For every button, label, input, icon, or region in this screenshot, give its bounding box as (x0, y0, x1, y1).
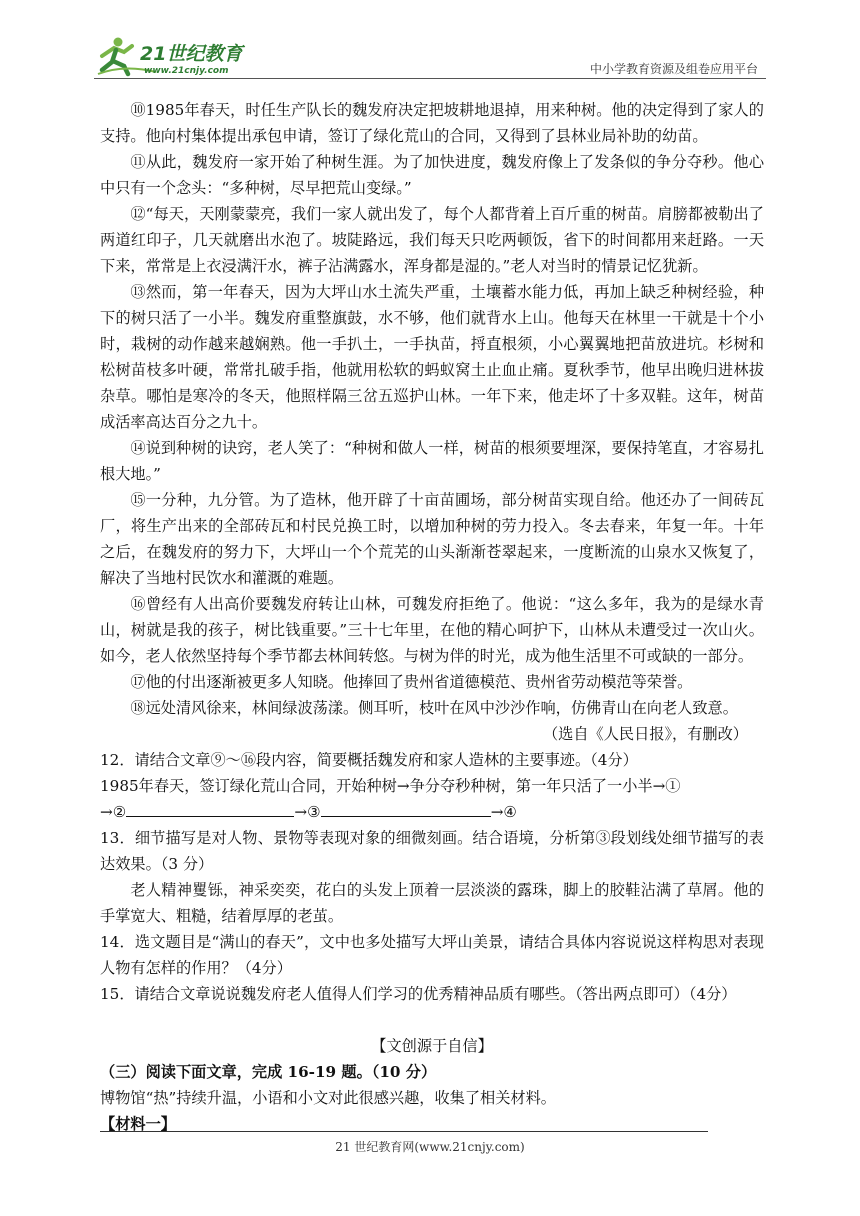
answer-blank-3[interactable] (321, 800, 491, 817)
header-divider (94, 78, 766, 79)
paragraph-16: ⑯曾经有人出高价要魏发府转让山林，可魏发府拒绝了。他说：“这么多年，我为的是绿水青山，树就是我的孩子，树比钱重要。”三十七年里，在他的精心呵护下，山林从未遭受过一次山火。如今，老人依然坚持每个季节都去林间转悠。与树为伴的时光，成为他生活里不可或缺的一部分。 (100, 595, 764, 665)
paragraph-18: ⑱远处清风徐来，林间绿波荡漾。侧耳听，枝叶在风中沙沙作响，仿佛青山在向老人致意。 (130, 699, 738, 717)
section-3-intro: 博物馆“热”持续升温，小语和小文对此很感兴趣，收集了相关材料。 (100, 1089, 556, 1107)
document-body (100, 97, 764, 1137)
answer-marker-2: →② (100, 803, 127, 821)
paragraph-13: ⑬然而，第一年春天，因为大坪山水土流失严重，土壤蓄水能力低，再加上缺乏种树经验，种下的树只活了一小半。魏发府重整旗鼓，水不够，他们就背水上山。他每天在林里一干就是十个小时，栽树的动作越来越娴熟。他一手扒土，一手执苗，捋直根须，小心翼翼地把苗放进坑。杉树和松树苗枝多叶硬，常常扎破手指，他就用松软的蚂蚁窝土止血止痛。夏秋季节，他早出晚归进林拔杂草。哪怕是寒冷的冬天，他照样隔三岔五巡护山林。一年下来，他走坏了十多双鞋。这年，树苗成活率高达百分之九十。 (100, 283, 764, 431)
question-15: 15．请结合文章说说魏发府老人值得人们学习的优秀精神品质有哪些。（答出两点即可）（4分） (100, 985, 737, 1003)
answer-marker-4: →④ (490, 803, 518, 821)
material-1-label: 【材料一】 (100, 1115, 176, 1133)
question-13-quote: 老人精神矍铄，神采奕奕，花白的头发上顶着一层淡淡的露珠，脚上的胶鞋沾满了草屑。他的手掌宽大、粗糙，结着厚厚的老茧。 (100, 881, 764, 925)
watermark-text: 【文创源于自信】 (371, 1037, 493, 1055)
paragraph-10: ⑩1985年春天，时任生产队长的魏发府决定把坡耕地退掉，用来种树。他的决定得到了家人的支持。他向村集体提出承包申请，签订了绿化荒山的合同，又得到了县林业局补助的幼苗。 (100, 101, 764, 145)
logo-21cnjy (94, 34, 264, 78)
paragraph-15: ⑮一分种，九分管。为了造林，他开辟了十亩苗圃场，部分树苗实现自给。他还办了一间砖瓦厂，将生产出来的全部砖瓦和村民兑换工时，以增加种树的劳力投入。冬去春来，年复一年。十年之后，在魏发府的努力下，大坪山一个个荒芜的山头渐渐苍翠起来，一度断流的山泉水又恢复了，解决了当地村民饮水和灌溉的难题。 (100, 491, 764, 587)
question-12-stem: 12．请结合文章⑨～⑯段内容，简要概括魏发府和家人造林的主要事迹。（4分） (100, 751, 638, 769)
question-12-line1: 1985年春天，签订绿化荒山合同，开始种树→争分夺秒种树，第一年只活了一小半→① (100, 777, 681, 795)
paragraph-14: ⑭说到种树的诀窍，老人笑了：“种树和做人一样，树苗的根须要埋深，要保持笔直，才容易扎根大地。” (100, 439, 764, 483)
paragraph-11: ⑪从此，魏发府一家开始了种树生涯。为了加快进度，魏发府像上了发条似的争分夺秒。他心中只有一个念头：“多种树，尽早把荒山变绿。” (100, 153, 764, 197)
answer-marker-3: →③ (294, 803, 321, 821)
footer-divider (100, 1131, 708, 1132)
svg-text:21世纪教育: 21世纪教育 (140, 43, 243, 65)
question-12-line2 (100, 799, 764, 825)
question-14: 14．选文题目是“满山的春天”，文中也多处描写大坪山美景，请结合具体内容说说这样构思对表现人物有怎样的作用？（4分） (100, 933, 764, 977)
page-header (94, 34, 766, 84)
source-citation: （选自《人民日报》，有删改） (542, 725, 748, 743)
paragraph-17: ⑰他的付出逐渐被更多人知晓。他捧回了贵州省道德模范、贵州省劳动模范等荣誉。 (130, 673, 693, 691)
svg-text:www.21cnjy.com: www.21cnjy.com (144, 66, 229, 76)
platform-name: 中小学教育资源及组卷应用平台 (589, 62, 758, 76)
page-footer: 21 世纪教育网(www.21cnjy.com) (335, 1140, 525, 1154)
answer-blank-2[interactable] (126, 800, 294, 817)
section-3-heading: （三）阅读下面文章，完成 16-19 题。（10 分） (100, 1063, 437, 1081)
question-13-stem: 13．细节描写是对人物、景物等表现对象的细微刻画。结合语境，分析第③段划线处细节描写的表达效果。（3 分） (100, 829, 764, 873)
paragraph-12: ⑫“每天，天刚蒙蒙亮，我们一家人就出发了，每个人都背着上百斤重的树苗。肩膀都被勒出了两道红印子，几天就磨出水泡了。坡陡路远，我们每天只吃两顿饭，省下的时间都用来赶路。一天下来，常常是上衣浸满汗水，裤子沾满露水，浑身都是湿的。”老人对当时的情景记忆犹新。 (100, 205, 764, 275)
